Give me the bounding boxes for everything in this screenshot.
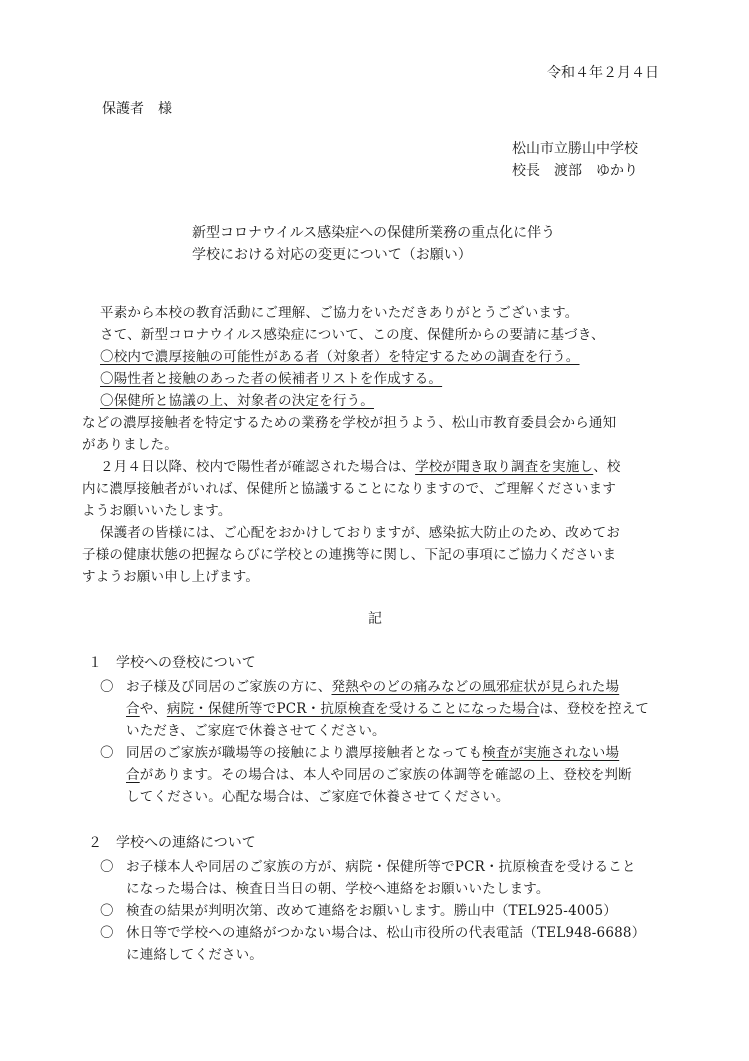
text-span: があります。その場合は、本人や同居のご家族の体調等を確認の上、登校を判断 xyxy=(139,767,632,783)
section2-content xyxy=(100,856,645,966)
underlined-text: 検査が実施されない場 xyxy=(482,745,620,761)
request-item-1: 〇校内で濃厚接触の可能性がある者（対象者）を特定するための調査を行う。 xyxy=(100,349,580,365)
paragraph-request-line1: 保護者の皆様には、ご心配をおかけしておりますが、感染拡大防止のため、改めてお xyxy=(100,525,621,541)
sender-school: 松山市立勝山中学校 xyxy=(512,141,638,157)
text-span: 、校 xyxy=(593,459,621,475)
underlined-text: 合 xyxy=(126,701,140,717)
bullet-icon: 〇 xyxy=(100,679,114,695)
section1-bullet1-line1 xyxy=(100,676,649,698)
section2-bullet3-line2: に連絡してください。 xyxy=(126,947,263,963)
section1-content xyxy=(100,676,649,808)
text-span: や、 xyxy=(139,701,167,717)
paragraph-feb4-line3: ようお願いいたします。 xyxy=(82,503,232,519)
text-span: 同居のご家族が職場等の接触により濃厚接触者となっても xyxy=(126,745,483,761)
bullet-icon: 〇 xyxy=(100,903,114,919)
text-span: は、登校を控えて xyxy=(539,701,650,717)
ki-heading: 記 xyxy=(368,611,382,627)
bullet-icon: 〇 xyxy=(100,859,114,875)
paragraph-notice-line1: などの濃厚接触者を特定するための業務を学校が担うよう、松山市教育委員会から通知 xyxy=(82,415,617,431)
section1-heading: １ 学校への登校について xyxy=(88,655,256,671)
paragraph-feb4-line2: 内に濃厚接触者がいれば、保健所と協議することになりますので、ご理解くださいます xyxy=(82,481,617,497)
paragraph-request-line3: すようお願い申し上げます。 xyxy=(82,569,260,585)
section2-bullet3-line1 xyxy=(100,922,645,944)
sender-principal: 校長 渡部 ゆかり xyxy=(512,163,638,179)
request-item-2: 〇陽性者と接触のあった者の候補者リストを作成する。 xyxy=(100,371,443,387)
section1-bullet2-line1 xyxy=(100,742,649,764)
section2-bullet2-line1 xyxy=(100,900,645,922)
text-span: お子様及び同居のご家族の方に、 xyxy=(126,679,332,695)
underlined-text: 発熱やのどの痛みなどの風邪症状が見られた場 xyxy=(331,679,620,695)
section1-bullet2-line2 xyxy=(100,764,649,786)
section1-bullet2-line3: してください。心配な場合は、ご家庭で休養させてください。 xyxy=(126,789,510,805)
section2-heading: ２ 学校への連絡について xyxy=(88,835,256,851)
section2-bullet1-line2: になった場合は、検査日当日の朝、学校へ連絡をお願いいたします。 xyxy=(126,881,550,897)
body-text xyxy=(82,302,621,588)
bullet-icon: 〇 xyxy=(100,745,114,761)
paragraph-notice-line2: がありました。 xyxy=(82,437,178,453)
bullet-icon: 〇 xyxy=(100,925,114,941)
text-span: ２月４日以降、校内で陽性者が確認された場合は、 xyxy=(100,459,416,475)
text-span: 休日等で学校への連絡がつかない場合は、松山市役所の代表電話（TEL948-6688） xyxy=(126,925,646,941)
request-item-3: 〇保健所と協議の上、対象者の決定を行う。 xyxy=(100,393,374,409)
text-span: お子様本人や同居のご家族の方が、病院・保健所等でPCR・抗原検査を受けること xyxy=(126,859,636,875)
section1-bullet1-line2 xyxy=(100,698,649,720)
underlined-text: 合 xyxy=(126,767,140,783)
document-date: 令和４年２月４日 xyxy=(547,65,659,81)
paragraph-request-line2: 子様の健康状態の把握ならびに学校との連携等に関し、下記の事項にご協力くださいま xyxy=(82,547,617,563)
underlined-text: 学校が聞き取り調査を実施し xyxy=(415,459,594,475)
addressee: 保護者 様 xyxy=(102,101,172,117)
section2-bullet1-line1 xyxy=(100,856,645,878)
paragraph-feb4-line1 xyxy=(82,456,621,478)
underlined-text: 病院・保健所等でPCR・抗原検査を受けることになった場合 xyxy=(166,701,540,717)
document-title-line2: 学校における対応の変更について（お願い） xyxy=(192,247,472,263)
document-title-line1: 新型コロナウイルス感染症への保健所業務の重点化に伴う xyxy=(192,225,556,241)
section1-bullet1-line3: いただき、ご家庭で休養させてください。 xyxy=(126,723,386,739)
paragraph-intro: さて、新型コロナウイルス感染症について、この度、保健所からの要請に基づき、 xyxy=(100,327,605,343)
paragraph-greeting: 平素から本校の教育活動にご理解、ご協力をいただきありがとうございます。 xyxy=(100,305,579,321)
text-span: 検査の結果が判明次第、改めて連絡をお願いします。勝山中（TEL925-4005） xyxy=(126,903,617,919)
